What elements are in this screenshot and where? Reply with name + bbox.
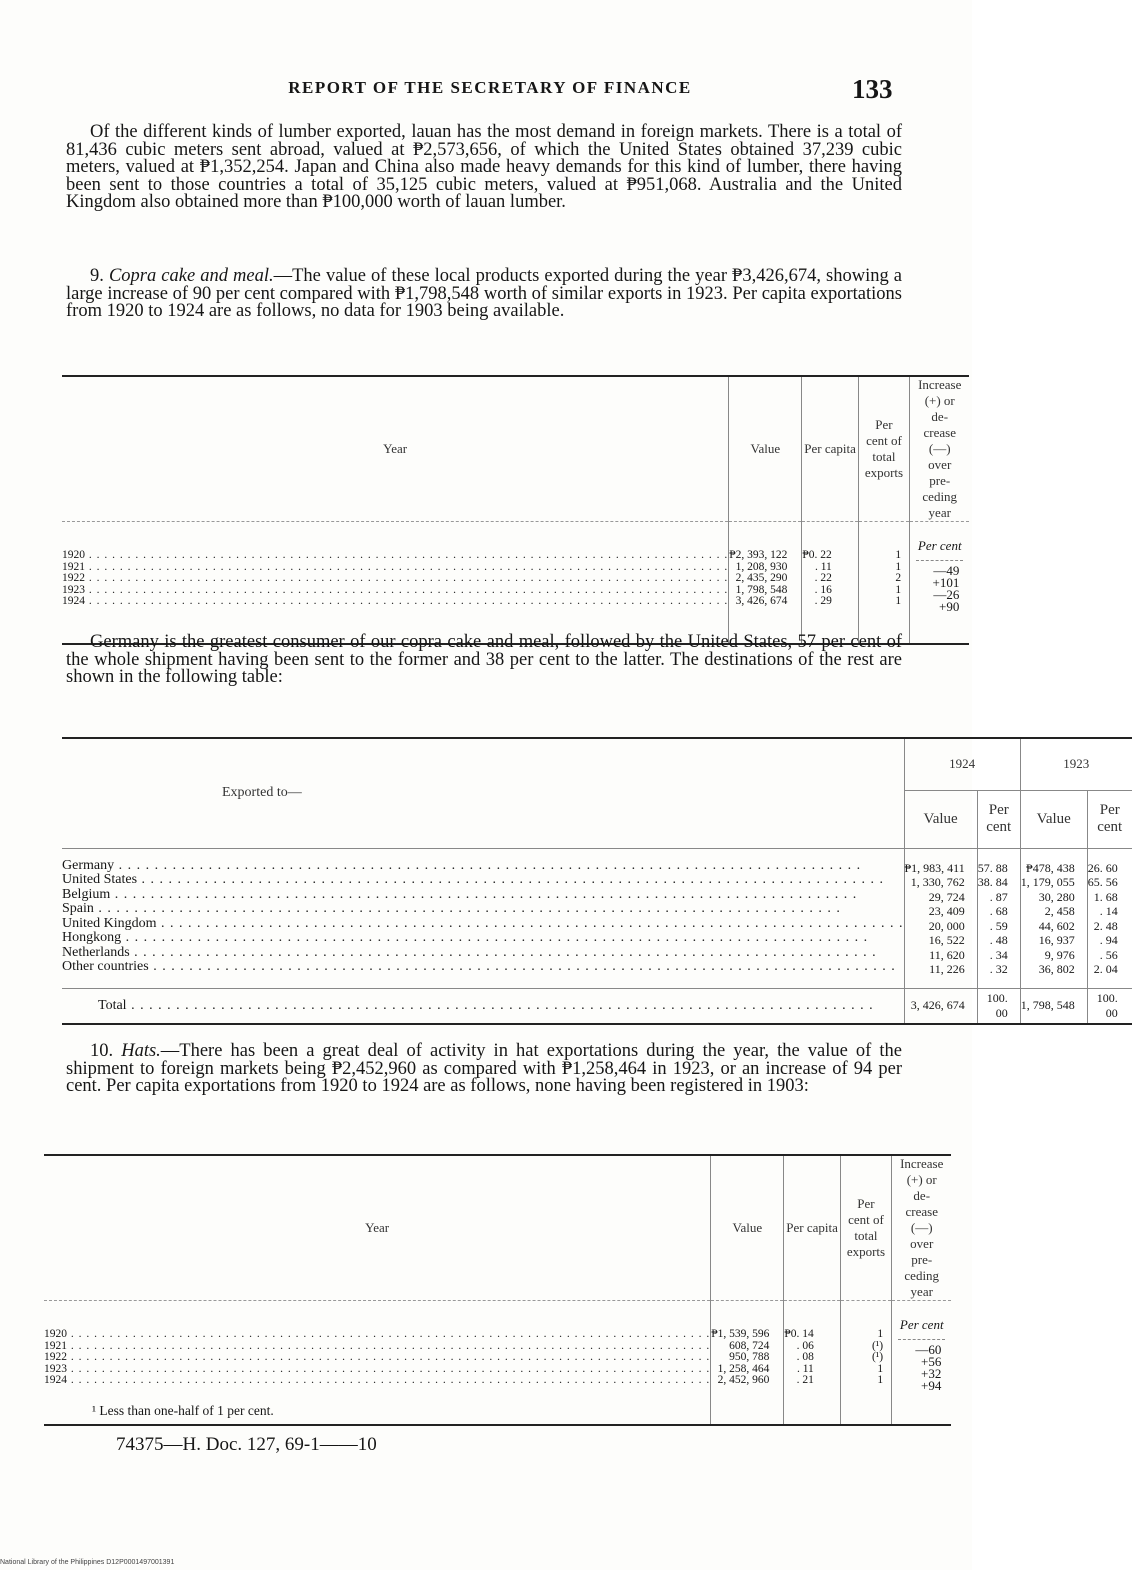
pct-total-cell: (¹) bbox=[871, 1351, 884, 1363]
value-column bbox=[711, 1301, 784, 1425]
footnote: ¹ Less than one-half of 1 per cent. bbox=[92, 1403, 274, 1418]
value-1924-cell: 23, 409 bbox=[928, 904, 965, 918]
pct-total-cell: 1 bbox=[877, 1362, 884, 1375]
section-number: 9. bbox=[90, 266, 104, 286]
per-capita-cell: . 11 bbox=[814, 560, 832, 573]
section-title: Hats. bbox=[121, 1041, 161, 1061]
value-1923-cell: 30, 280 bbox=[1038, 889, 1075, 904]
pct-1924-cell: 57. 88 bbox=[977, 860, 1008, 875]
row-year: 1922 . . . bbox=[44, 1352, 710, 1364]
value-1924-cell: 1, 330, 762 bbox=[910, 875, 965, 889]
per-capita-cell: . 29 bbox=[814, 595, 832, 607]
col-header-value: Value bbox=[729, 376, 802, 522]
per-capita-column bbox=[784, 1301, 840, 1425]
pct-1924-cell: 38. 84 bbox=[977, 875, 1008, 889]
per-capita-column bbox=[802, 522, 858, 644]
col-header-pct: Per cent bbox=[977, 790, 1020, 848]
pct-1923-cell: 2. 48 bbox=[1093, 918, 1118, 933]
value-1924-cell: ₱1, 983, 411 bbox=[904, 860, 965, 875]
total-pct-1923: 100. 00 bbox=[1087, 988, 1132, 1024]
germany-paragraph bbox=[66, 634, 902, 687]
pct-1923-cell: . 56 bbox=[1099, 947, 1118, 962]
country-label: Germany . . . bbox=[62, 859, 904, 874]
value-cell: 1, 798, 548 bbox=[735, 583, 788, 596]
hats-per-capita-table bbox=[44, 1154, 951, 1426]
row-year: 1921 . . . bbox=[62, 562, 728, 574]
col-header-per-capita: Per capita bbox=[802, 376, 858, 522]
pct-total-column bbox=[840, 1301, 891, 1425]
imprint-line: 74375—H. Doc. 127, 69-1——10 bbox=[116, 1434, 377, 1455]
per-capita-cell: . 21 bbox=[796, 1374, 814, 1386]
value-cell: 1, 208, 930 bbox=[735, 560, 788, 573]
pct-1924-cell: . 68 bbox=[989, 904, 1008, 918]
col-header-per-capita: Per capita bbox=[784, 1155, 840, 1301]
pct-1923-cell: 1. 68 bbox=[1093, 889, 1118, 904]
increase-cell: +56 bbox=[921, 1354, 942, 1369]
value-column bbox=[729, 522, 802, 644]
value-1923-cell: 16, 937 bbox=[1038, 933, 1075, 947]
col-header-value: Value bbox=[1020, 790, 1087, 848]
increase-cell: +32 bbox=[921, 1366, 942, 1381]
pct-1923-cell: . 14 bbox=[1099, 904, 1118, 918]
lumber-paragraph-text: Of the different kinds of lumber exported, lauan has the most demand in foreign markets. There is a total of 81,436 cubic meters sent abroad, valued at ₱2,573,656, of which the United States obtained 37,239 cubic meters, valued at ₱1,352,254. Japan and China also made heavy demands for this kind of lumber, there having been sent to those countries a total of 35,125 cubic meters, valued at ₱951,068. Australia and the United Kingdom also obtained more than ₱100,000 worth of lauan lumber. bbox=[66, 122, 902, 212]
pct-1924-cell: . 59 bbox=[989, 918, 1008, 933]
copra-paragraph bbox=[66, 268, 902, 321]
row-year: 1923 . . . bbox=[62, 585, 728, 597]
row-year: 1922 . . . bbox=[62, 573, 728, 585]
page-number: 133 bbox=[852, 74, 893, 104]
col-header-increase: Increase (+) or de-crease (—) over pre-ceding year bbox=[910, 376, 970, 522]
value-cell: 2, 452, 960 bbox=[717, 1374, 770, 1386]
lumber-paragraph bbox=[66, 124, 902, 212]
copra-per-capita-table bbox=[62, 375, 969, 645]
value-cell: ₱2, 393, 122 bbox=[729, 549, 788, 561]
row-year: 1920 . . . bbox=[44, 1329, 710, 1341]
scan-note: National Library of the Philippines D12P0001497001391 bbox=[0, 1559, 175, 1566]
value-1924-cell: 11, 226 bbox=[929, 962, 965, 976]
per-capita-cell: . 11 bbox=[796, 1362, 814, 1375]
country-label: Other countries . . . bbox=[62, 960, 904, 975]
section-number: 10. bbox=[90, 1041, 114, 1061]
per-capita-cell: . 16 bbox=[814, 583, 832, 596]
germany-paragraph-text: Germany is the greatest consumer of our copra cake and meal, followed by the United States, 57 per cent of the whole shipment having been sent to the former and 38 per cent to the latter. The destinations of the rest are shown in the following table: bbox=[66, 632, 902, 687]
increase-column bbox=[892, 1301, 952, 1425]
pct-1923-cell: 2. 04 bbox=[1093, 962, 1118, 976]
year-column bbox=[62, 522, 729, 644]
pct-total-column bbox=[858, 522, 909, 644]
value-cell: 3, 426, 674 bbox=[735, 595, 788, 607]
value-cell: 2, 435, 290 bbox=[735, 572, 788, 584]
value-1923-cell: 9, 976 bbox=[1044, 947, 1075, 962]
country-label: United States . . . bbox=[62, 873, 904, 888]
country-label: Netherlands . . . bbox=[62, 946, 904, 961]
per-capita-cell: . 22 bbox=[814, 572, 832, 584]
increase-column bbox=[910, 522, 970, 644]
col-header-pct: Per cent bbox=[1087, 790, 1132, 848]
col-header-increase: Increase (+) or de-crease (—) over pre-ceding year bbox=[892, 1155, 952, 1301]
country-label: Spain . . . bbox=[62, 902, 904, 917]
pct-total-cell: 1 bbox=[895, 560, 902, 573]
row-year: 1920 . . . bbox=[62, 550, 728, 562]
value-1923-cell: 44, 602 bbox=[1038, 918, 1075, 933]
value-1924-cell: 20, 000 bbox=[928, 918, 965, 933]
unit-label: Per cent bbox=[899, 1317, 944, 1332]
col-header-pct-total: Per cent of total exports bbox=[840, 1155, 891, 1301]
total-value-1924: 3, 426, 674 bbox=[904, 988, 977, 1024]
pct-1923-cell: 65. 56 bbox=[1087, 875, 1118, 889]
value-cell: 950, 788 bbox=[729, 1351, 770, 1363]
increase-cell: —26 bbox=[933, 587, 960, 602]
col-header-1923: 1923 bbox=[1020, 738, 1132, 790]
row-year: 1924 . . . bbox=[44, 1375, 710, 1387]
value-1923-cell: ₱478, 438 bbox=[1026, 860, 1075, 875]
value-1924-column bbox=[904, 848, 977, 988]
row-year: 1921 . . . bbox=[44, 1341, 710, 1353]
pct-1924-cell: . 32 bbox=[989, 962, 1008, 976]
col-header-year: Year bbox=[383, 441, 408, 456]
value-cell: 608, 724 bbox=[729, 1339, 770, 1352]
pct-1924-cell: . 34 bbox=[989, 947, 1008, 962]
increase-cell: —49 bbox=[933, 563, 960, 578]
row-year: 1924 . . . bbox=[62, 596, 728, 608]
value-1924-cell: 29, 724 bbox=[928, 889, 965, 904]
value-1923-cell: 2, 458 bbox=[1044, 904, 1075, 918]
hats-paragraph bbox=[66, 1043, 902, 1096]
value-1923-cell: 36, 802 bbox=[1038, 962, 1075, 976]
country-label: Hongkong . . . bbox=[62, 931, 904, 946]
country-column bbox=[62, 848, 904, 988]
increase-cell: +101 bbox=[932, 575, 960, 590]
pct-total-cell: 2 bbox=[895, 572, 902, 584]
pct-1924-column bbox=[977, 848, 1020, 988]
total-value-1923: 1, 798, 548 bbox=[1020, 988, 1087, 1024]
pct-total-cell: (¹) bbox=[871, 1339, 884, 1352]
section-title: Copra cake and meal. bbox=[108, 266, 274, 286]
pct-total-cell: 1 bbox=[895, 549, 902, 561]
col-header-1924: 1924 bbox=[904, 738, 1020, 790]
increase-cell: +94 bbox=[921, 1378, 942, 1393]
value-1924-cell: 11, 620 bbox=[929, 947, 965, 962]
col-header-exported-to: Exported to— bbox=[222, 785, 302, 801]
value-cell: ₱1, 539, 596 bbox=[711, 1328, 770, 1340]
copra-paragraph-text: —The value of these local products exported during the year ₱3,426,674, showing a large increase of 90 per cent compared with ₱1,798,548 worth of similar exports in 1923. Per capita exportations from 1920 to 1924 are as follows, no data for 1903 being available. bbox=[66, 266, 902, 321]
per-capita-cell: ₱0. 22 bbox=[802, 549, 832, 561]
total-label: Total . . . bbox=[62, 988, 904, 1024]
pct-total-cell: 1 bbox=[877, 1374, 884, 1386]
col-header-pct-total: Per cent of total exports bbox=[858, 376, 909, 522]
pct-total-cell: 1 bbox=[895, 583, 902, 596]
pct-1923-cell: 26. 60 bbox=[1087, 860, 1118, 875]
total-pct-1924: 100. 00 bbox=[977, 988, 1020, 1024]
col-header-value: Value bbox=[904, 790, 977, 848]
country-label: Belgium . . . bbox=[62, 888, 904, 903]
col-header-year: Year bbox=[365, 1220, 390, 1235]
pct-1923-cell: . 94 bbox=[1099, 933, 1118, 947]
pct-1924-cell: . 48 bbox=[989, 933, 1008, 947]
running-header: REPORT OF THE SECRETARY OF FINANCE bbox=[288, 78, 692, 97]
value-1923-cell: 1, 179, 055 bbox=[1020, 875, 1075, 889]
per-capita-cell: . 08 bbox=[796, 1351, 814, 1363]
total-row bbox=[62, 988, 1132, 1024]
increase-cell: +90 bbox=[939, 599, 960, 614]
col-header-value: Value bbox=[711, 1155, 784, 1301]
copra-destinations-table bbox=[62, 737, 1132, 1025]
per-capita-cell: ₱0. 14 bbox=[784, 1328, 814, 1340]
per-capita-cell: . 06 bbox=[796, 1339, 814, 1352]
value-cell: 1, 258, 464 bbox=[717, 1362, 770, 1375]
pct-total-cell: 1 bbox=[895, 595, 902, 607]
country-label: United Kingdom . . . bbox=[62, 917, 904, 932]
hats-paragraph-text: —There has been a great deal of activity in hat exportations during the year, the value of the shipment to foreign markets being ₱2,452,960 as compared with ₱1,258,464 in 1923, or an increase of 94 per cent. Per capita exportations from 1920 to 1924 are as follows, none having been registered in 1903: bbox=[66, 1041, 903, 1096]
value-1924-cell: 16, 522 bbox=[928, 933, 965, 947]
row-year: 1923 . . . bbox=[44, 1364, 710, 1376]
value-1923-column bbox=[1020, 848, 1087, 988]
pct-1923-column bbox=[1087, 848, 1132, 988]
unit-label: Per cent bbox=[917, 538, 962, 553]
pct-1924-cell: . 87 bbox=[989, 889, 1008, 904]
pct-total-cell: 1 bbox=[877, 1328, 884, 1340]
increase-cell: —60 bbox=[915, 1342, 942, 1357]
